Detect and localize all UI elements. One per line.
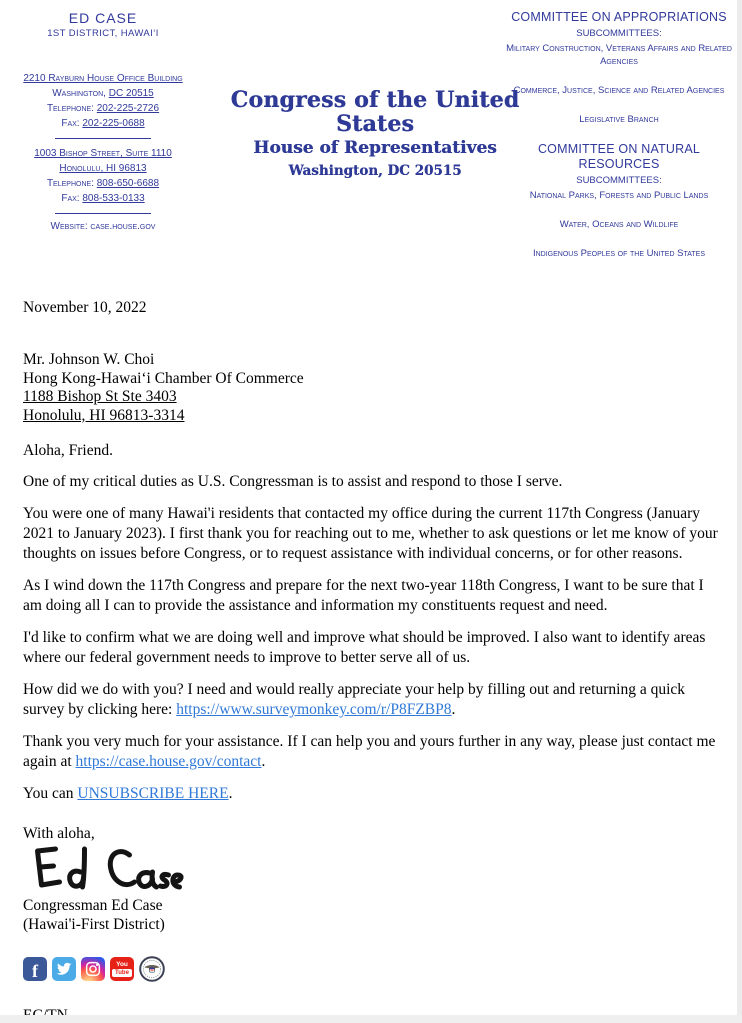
dc-fax-number[interactable]: 202-225-0688: [82, 118, 145, 129]
letterhead-masthead: [222, 88, 528, 179]
signature: [23, 844, 718, 896]
hnl-fax-label: Fax:: [61, 193, 83, 204]
signature-ed-case: [23, 844, 193, 896]
dc-city: Washington,: [52, 88, 109, 99]
period: .: [228, 785, 233, 802]
hnl-phone-label: Telephone:: [46, 178, 97, 189]
surveymonkey-link[interactable]: https://www.surveymonkey.com/r/P8FZBP8: [176, 701, 452, 718]
scrollbar[interactable]: [737, 0, 742, 1023]
dc-office-street[interactable]: 2210 Rayburn House Office Building: [23, 73, 183, 84]
paragraph-confirm: I'd like to confirm what we are doing well and improve what should be improved. I also want to identify areas where our federal government needs to improve to better serve all of us.: [23, 629, 706, 666]
signer-district: (Hawai'i-First District): [23, 916, 165, 933]
hnl-phone-link[interactable]: 808-650-6688: [96, 178, 160, 189]
subcommittees-label: SUBCOMMITTEES:: [576, 28, 662, 39]
member-name: ED CASE: [68, 10, 138, 26]
youtube-icon[interactable]: [110, 957, 134, 981]
recipient-name: Mr. Johnson W. Choi: [23, 351, 155, 368]
dc-office-city-line: [0, 86, 206, 101]
unsubscribe-link[interactable]: UNSUBSCRIBE HERE: [77, 785, 229, 802]
period: .: [451, 701, 456, 718]
paragraph-wind-down: As I wind down the 117th Congress and prepare for the next two-year 118th Congress, I want to be sure that I am doing all I can to provide the assistance and information my constituents request and need.: [23, 577, 704, 614]
survey-text: How did we do with you? I need and would really appreciate your help by filling out and returning a quick survey by clicking here:: [23, 681, 686, 718]
social-icon-row: [23, 956, 718, 982]
period: .: [261, 753, 266, 770]
committee-natural-resources-title: COMMITTEE ON NATURAL RESOURCES: [537, 142, 701, 171]
masthead-house: House of Representatives: [253, 138, 497, 158]
unsubscribe-text: You can: [23, 785, 78, 802]
hnl-fax-line: [0, 191, 206, 206]
recipient-address-block: [23, 351, 718, 425]
member-district: 1ST DISTRICT, HAWAIʻI: [47, 28, 159, 39]
house-seal-graphic: [139, 956, 165, 982]
recipient-organization: Hong Kong-Hawaiʻi Chamber Of Commerce: [23, 369, 304, 387]
dc-zip-link[interactable]: DC 20515: [108, 88, 154, 99]
committee-appropriations-title: COMMITTEE ON APPROPRIATIONS: [511, 10, 727, 24]
salutation: Aloha, Friend.: [23, 442, 113, 459]
closing: With aloha,: [23, 825, 95, 842]
letter-body: [23, 298, 718, 1023]
subcommittee-item: Indigenous Peoples of the United States: [532, 248, 706, 259]
recipient-street[interactable]: 1188 Bishop St Ste 3403: [23, 388, 177, 405]
subcommittees-label: SUBCOMMITTEES:: [576, 175, 662, 186]
letterhead-left-column: [0, 10, 206, 232]
facebook-icon[interactable]: [23, 957, 47, 981]
paragraph-duties: One of my critical duties as U.S. Congressman is to assist and respond to those I serve.: [23, 473, 563, 490]
youtube-you-label: You: [116, 961, 128, 968]
hnl-fax-number[interactable]: 808-533-0133: [82, 193, 145, 204]
letterhead-right-column: [500, 10, 738, 260]
thanks-text: Thank you very much for your assistance. If I can help you and yours further in any way, please just contact me again at: [23, 733, 716, 770]
dc-office-address: [0, 71, 206, 131]
paragraph-contacted: You were one of many Hawai'i residents that contacted my office during the current 117th Congress (January 2021 to January 2023). I first thank you for reaching out to me, whether to ask questions or let me know of your thoughts on issues before Congress, or to request assistance with individual concerns, or for other reasons.: [23, 505, 718, 562]
paragraph-thanks: [23, 732, 718, 772]
honolulu-office-address: [0, 146, 206, 206]
recipient-city[interactable]: Honolulu, HI 96813-3314: [23, 406, 185, 424]
signer-title: Congressman Ed Case: [23, 897, 163, 914]
subcommittee-item: Legislative Branch: [579, 114, 659, 125]
dc-fax-line: [0, 116, 206, 131]
contact-link[interactable]: https://case.house.gov/contact: [75, 753, 262, 770]
masthead-city: Washington, DC 20515: [288, 163, 462, 179]
bottom-edge-strip: [0, 1015, 742, 1023]
instagram-camera-icon: [85, 961, 101, 977]
dc-phone-link[interactable]: 202-225-2726: [96, 103, 160, 114]
paragraph-survey: [23, 680, 718, 720]
dc-fax-label: Fax:: [61, 118, 83, 129]
hnl-office-street[interactable]: 1003 Bishop Street, Suite 1110: [34, 148, 172, 159]
website-line[interactable]: Website: case.house.gov: [50, 221, 156, 232]
signer-block: [23, 896, 718, 934]
dc-phone-line: [0, 101, 206, 116]
house-seal-icon[interactable]: [139, 956, 165, 982]
facebook-letter: f: [32, 961, 38, 981]
address-divider: [55, 213, 151, 214]
youtube-tube-label: Tube: [112, 969, 132, 977]
twitter-bird-icon: [56, 961, 72, 977]
dc-phone-label: Telephone:: [46, 103, 97, 114]
subcommittee-item: National Parks, Forests and Public Lands: [529, 190, 709, 201]
subcommittee-item: Commerce, Justice, Science and Related Agencies: [513, 85, 725, 96]
hnl-phone-line: [0, 176, 206, 191]
address-divider: [55, 138, 151, 139]
subcommittee-item: Military Construction, Veterans Affairs and Related Agencies: [506, 43, 732, 67]
twitter-icon[interactable]: [52, 957, 76, 981]
instagram-icon[interactable]: [81, 957, 105, 981]
paragraph-unsubscribe: [23, 784, 718, 804]
masthead-congress: Congress of the United States: [230, 87, 520, 137]
subcommittee-item: Water, Oceans and Wildlife: [559, 219, 679, 230]
hnl-office-city[interactable]: Honolulu, HI 96813: [59, 163, 147, 174]
letter-date: November 10, 2022: [23, 299, 147, 316]
